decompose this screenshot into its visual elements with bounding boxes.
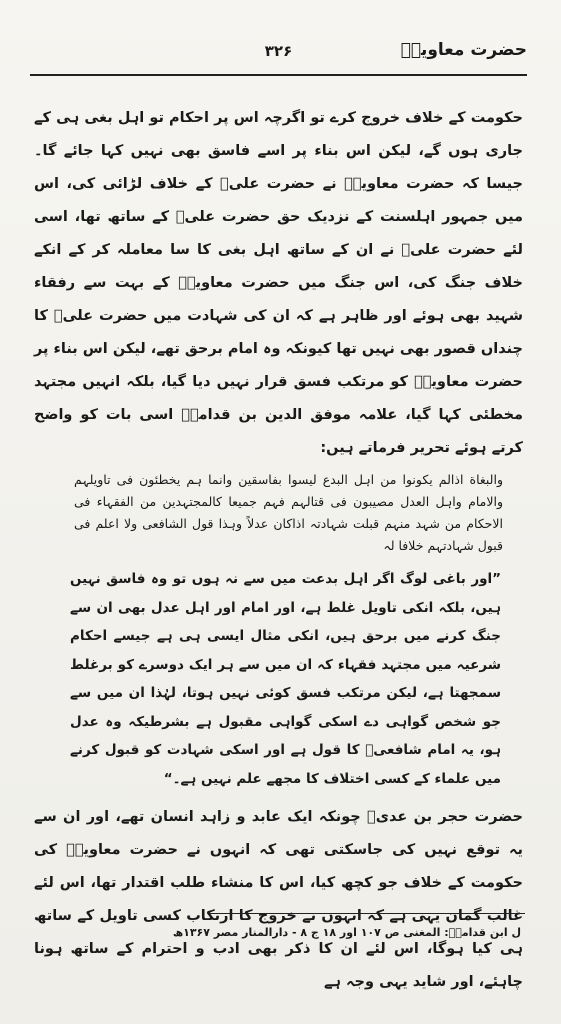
paragraph-2: حضرت حجر بن عدیؓ چونکہ ایک عابد و زاہد انسان تھے، اور ان سے یہ توقع نہیں کی جاسکتی تھی کہ انہوں نے حضرت معاویہؓ کی حکومت کے خلاف جو کچھ کیا، اس کا منشاء طلب اقتدار تھا، اس لئے غالب گمان یہی ہے کہ انہوں نے خروج کا ارتکاب کسی تاویل کے ساتھ ہی کیا ہوگا، اس لئے ان کا ذکر بھی ادب و احترام کے ساتھ ہونا چاہئے، اور شاید یہی وجہ ہے [34, 809, 523, 990]
quotation-translation: ”اور باغی لوگ اگر اہل بدعت میں سے نہ ہوں تو وہ فاسق نہیں ہیں، بلکہ انکی تاویل غلط ہے، اور امام اور اہل عدل بھی ان سے جنگ کرنے میں برحق ہیں، انکی مثال ایسی ہی ہے جیسے احکام شرعیہ میں مجتہد فقہاء کہ ان میں سے ہر ایک دوسرے کو برغلط سمجھتا ہے، لیکن مرتکب فسق کوئی نہیں ہوتا، لہٰذا ان میں سے جو شخص گواہی دے اسکی گواہی مقبول ہے بشرطیکہ وہ عدل ہو، یہ امام شافعیؒ کا قول ہے اور اسکی شہادت کو قبول کرنے میں علماء کے کسی اختلاف کا مجھے علم نہیں ہے۔“ [70, 571, 501, 787]
page-header [30, 36, 527, 74]
arabic-quotation: والبغاة اذالم یکونوا من اہل البدع لیسوا بفاسقین وانما ہم یخطئون فی تاویلہم والامام واہل العدل مصیبون فی قتالہم فہم جمیعا کالمجتہدین من الفقہاء فی الاحکام من شہد منہم قبلت شہادتہ اذاکان عدلاً وہذا قول الشافعی ولا اعلم فی قبول شہادتہم خلافا لہ [74, 472, 503, 553]
footnote-divider [210, 913, 525, 914]
footnote: ل ابن قدامہؒ: المغنی ص ۱۰۷ اور ۱۸ ج ۸ - دارالمنار مصر ۱۳۶۷ھ [172, 926, 521, 939]
running-title: حضرت معاویہؓ [400, 40, 527, 60]
page-number: ۳۲۶ [264, 42, 293, 60]
paragraph-1: حکومت کے خلاف خروج کرے تو اگرچہ اس پر احکام تو اہل بغی ہی کے جاری ہوں گے، لیکن اس بناء پر اسے فاسق بھی نہیں کہا جائے گا۔ جیسا کہ حضرت معاویہؓ نے حضرت علیؓ کے خلاف لڑائی کی، اس میں جمہور اہلسنت کے نزدیک حق حضرت علیؓ کے ساتھ تھا، اسی لئے حضرت علیؓ نے ان کے ساتھ اہل بغی کا سا معاملہ کر کے انکے خلاف جنگ کی، اس جنگ میں حضرت معاویہؓ کے بہت سے رفقاء شہید بھی ہوئے اور ظاہر ہے کہ ان کی شہادت میں حضرت علیؓ کا چنداں قصور بھی نہیں تھا کیونکہ وہ امام برحق تھے، لیکن اس بناء پر حضرت معاویہؓ کو مرتکب فسق قرار نہیں دیا گیا، بلکہ انہیں مجتہد مخطئی کہا گیا، علامہ موفق الدین بن قدامہؒ اسی بات کو واضح کرتے ہوئے تحریر فرماتے ہیں: [34, 110, 523, 456]
header-divider [30, 74, 527, 76]
main-text [34, 102, 523, 999]
